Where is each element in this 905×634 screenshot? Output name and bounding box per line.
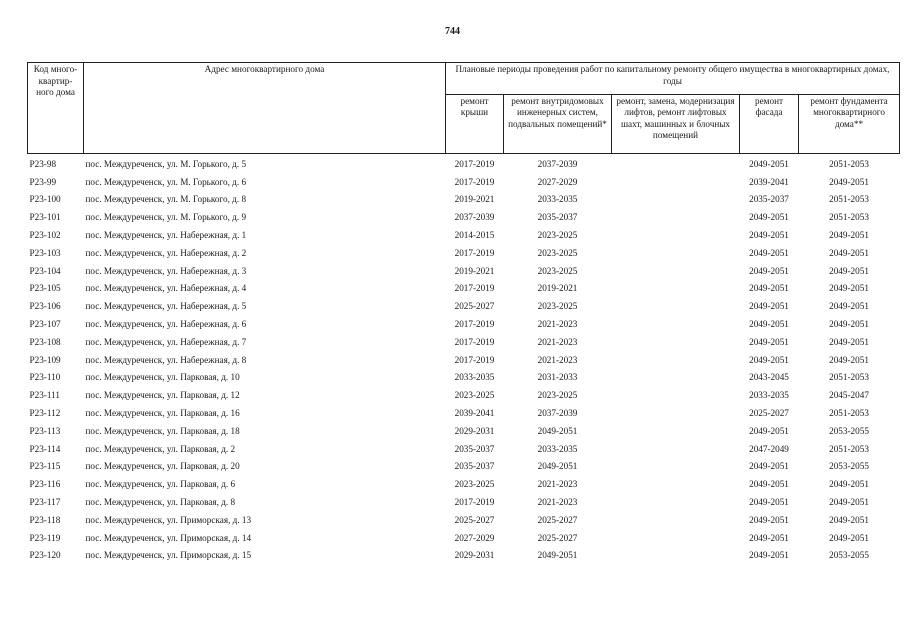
cell-code: P23-99 xyxy=(29,176,57,187)
table-row xyxy=(28,404,900,422)
cell-engineering: 2035-2037 xyxy=(537,212,578,223)
cell-address: пос. Междуреченск, ул. Парковая, д. 20 xyxy=(85,461,240,472)
header-facade: ремонт фасада xyxy=(740,94,799,153)
cell-foundation: 2049-2051 xyxy=(829,514,869,525)
cell-code: P23-113 xyxy=(29,425,61,436)
cell-address: пос. Междуреченск, ул. Парковая, д. 18 xyxy=(85,425,240,436)
table-row xyxy=(28,369,900,387)
cell-elevators xyxy=(612,440,740,458)
cell-address: пос. Междуреченск, ул. Приморская, д. 15 xyxy=(85,550,252,561)
cell-facade: 2049-2051 xyxy=(749,532,789,543)
cell-engineering: 2023-2025 xyxy=(537,265,578,276)
cell-engineering: 2021-2023 xyxy=(537,354,578,365)
cell-code: P23-120 xyxy=(29,550,61,561)
cell-code: P23-114 xyxy=(29,443,61,454)
cell-address: пос. Междуреченск, ул. Парковая, д. 16 xyxy=(85,408,240,419)
cell-code: P23-112 xyxy=(29,408,61,419)
cell-elevators xyxy=(612,262,740,280)
cell-elevators xyxy=(612,529,740,547)
cell-code: P23-119 xyxy=(29,532,61,543)
table-row xyxy=(28,315,900,333)
table-row xyxy=(28,226,900,244)
cell-engineering: 2049-2051 xyxy=(537,461,578,472)
table-row xyxy=(28,458,900,476)
header-elevators: ремонт, замена, модернизация лифтов, ремонт лифтовых шахт, машинных и блочных помещений xyxy=(612,94,740,153)
cell-elevators xyxy=(612,386,740,404)
cell-roof: 2017-2019 xyxy=(454,247,495,258)
cell-code: P23-98 xyxy=(29,158,57,169)
table-row xyxy=(28,475,900,493)
page-number: 744 xyxy=(445,26,460,37)
cell-address: пос. Междуреченск, ул. Парковая, д. 8 xyxy=(85,497,236,508)
cell-address: пос. Междуреченск, ул. Набережная, д. 3 xyxy=(85,265,247,276)
cell-elevators xyxy=(612,191,740,209)
cell-roof: 2014-2015 xyxy=(454,230,495,241)
cell-foundation: 2053-2055 xyxy=(829,461,869,472)
cell-elevators xyxy=(612,458,740,476)
cell-address: пос. Междуреченск, ул. Набережная, д. 5 xyxy=(85,301,247,312)
table-row xyxy=(28,511,900,529)
cell-address: пос. Междуреченск, ул. Парковая, д. 12 xyxy=(85,390,240,401)
table-row xyxy=(28,297,900,315)
cell-engineering: 2023-2025 xyxy=(537,247,578,258)
cell-elevators xyxy=(612,244,740,262)
cell-foundation: 2049-2051 xyxy=(829,265,869,276)
cell-address: пос. Междуреченск, ул. Парковая, д. 2 xyxy=(85,443,236,454)
cell-elevators xyxy=(612,333,740,351)
cell-roof: 2017-2019 xyxy=(454,497,495,508)
cell-engineering: 2021-2023 xyxy=(537,336,578,347)
cell-foundation: 2051-2053 xyxy=(829,443,869,454)
cell-engineering: 2023-2025 xyxy=(537,390,578,401)
cell-elevators xyxy=(612,369,740,387)
cell-roof: 2029-2031 xyxy=(454,550,495,561)
cell-roof: 2017-2019 xyxy=(454,336,495,347)
cell-facade: 2049-2051 xyxy=(749,319,789,330)
cell-engineering: 2033-2035 xyxy=(537,194,578,205)
cell-roof: 2023-2025 xyxy=(454,390,495,401)
cell-engineering: 2025-2027 xyxy=(537,532,578,543)
cell-engineering: 2027-2029 xyxy=(537,176,578,187)
cell-engineering: 2049-2051 xyxy=(537,425,578,436)
cell-roof: 2039-2041 xyxy=(454,408,495,419)
cell-foundation: 2053-2055 xyxy=(829,550,869,561)
cell-code: P23-115 xyxy=(29,461,61,472)
cell-code: P23-116 xyxy=(29,479,61,490)
cell-address: пос. Междуреченск, ул. Приморская, д. 14 xyxy=(85,532,252,543)
cell-foundation: 2049-2051 xyxy=(829,497,869,508)
cell-facade: 2049-2051 xyxy=(749,497,789,508)
cell-roof: 2025-2027 xyxy=(454,301,495,312)
cell-address: пос. Междуреченск, ул. Набережная, д. 2 xyxy=(85,247,247,258)
cell-foundation: 2051-2053 xyxy=(829,408,869,419)
cell-facade: 2049-2051 xyxy=(749,283,789,294)
cell-elevators xyxy=(612,280,740,298)
table-row xyxy=(28,351,900,369)
cell-code: P23-111 xyxy=(29,390,60,401)
cell-code: P23-109 xyxy=(29,354,61,365)
cell-foundation: 2051-2053 xyxy=(829,158,869,169)
cell-facade: 2049-2051 xyxy=(749,479,789,490)
cell-roof: 2017-2019 xyxy=(454,354,495,365)
cell-engineering: 2021-2023 xyxy=(537,497,578,508)
cell-code: P23-104 xyxy=(29,265,61,276)
cell-elevators xyxy=(612,297,740,315)
cell-address: пос. Междуреченск, ул. М. Горького, д. 8 xyxy=(85,194,247,205)
cell-elevators xyxy=(612,475,740,493)
cell-facade: 2049-2051 xyxy=(749,212,789,223)
cell-elevators xyxy=(612,493,740,511)
table-row xyxy=(28,262,900,280)
table-row xyxy=(28,547,900,565)
cell-foundation: 2049-2051 xyxy=(829,247,869,258)
cell-address: пос. Междуреченск, ул. Набережная, д. 6 xyxy=(85,319,247,330)
cell-address: пос. Междуреченск, ул. Набережная, д. 1 xyxy=(85,230,247,241)
cell-elevators xyxy=(612,226,740,244)
cell-elevators xyxy=(612,511,740,529)
cell-elevators xyxy=(612,422,740,440)
cell-address: пос. Междуреченск, ул. Набережная, д. 8 xyxy=(85,354,247,365)
cell-foundation: 2049-2051 xyxy=(829,301,869,312)
cell-roof: 2017-2019 xyxy=(454,176,495,187)
cell-code: P23-103 xyxy=(29,247,61,258)
cell-code: P23-101 xyxy=(29,212,61,223)
cell-roof: 2035-2037 xyxy=(454,443,495,454)
cell-foundation: 2049-2051 xyxy=(829,479,869,490)
cell-foundation: 2045-2047 xyxy=(829,390,869,401)
cell-facade: 2049-2051 xyxy=(749,247,789,258)
cell-address: пос. Междуреченск, ул. Парковая, д. 6 xyxy=(85,479,236,490)
cell-engineering: 2023-2025 xyxy=(537,301,578,312)
cell-facade: 2049-2051 xyxy=(749,230,789,241)
cell-foundation: 2051-2053 xyxy=(829,212,869,223)
cell-engineering: 2033-2035 xyxy=(537,443,578,454)
cell-code: P23-107 xyxy=(29,319,61,330)
cell-roof: 2017-2019 xyxy=(454,158,495,169)
header-roof: ремонт крыши xyxy=(446,94,504,153)
cell-elevators xyxy=(612,404,740,422)
cell-engineering: 2023-2025 xyxy=(537,230,578,241)
cell-foundation: 2051-2053 xyxy=(829,194,869,205)
cell-facade: 2033-2035 xyxy=(749,390,789,401)
table-row xyxy=(28,529,900,547)
cell-engineering: 2019-2021 xyxy=(537,283,578,294)
cell-facade: 2035-2037 xyxy=(749,194,789,205)
cell-address: пос. Междуреченск, ул. Набережная, д. 7 xyxy=(85,336,247,347)
cell-address: пос. Междуреченск, ул. Приморская, д. 13 xyxy=(85,514,252,525)
cell-engineering: 2021-2023 xyxy=(537,479,578,490)
cell-foundation: 2049-2051 xyxy=(829,230,869,241)
cell-elevators xyxy=(612,351,740,369)
header-foundation: ремонт фундамента многоквартирного дома** xyxy=(799,94,900,153)
cell-facade: 2049-2051 xyxy=(749,514,789,525)
cell-foundation: 2049-2051 xyxy=(829,319,869,330)
repair-schedule-table xyxy=(27,62,900,564)
table-row xyxy=(28,493,900,511)
cell-code: P23-102 xyxy=(29,230,61,241)
cell-elevators xyxy=(612,154,740,173)
cell-roof: 2027-2029 xyxy=(454,532,495,543)
cell-engineering: 2021-2023 xyxy=(537,319,578,330)
header-code: Код много-квартир-ного дома xyxy=(28,63,84,154)
cell-foundation: 2049-2051 xyxy=(829,176,869,187)
table-row xyxy=(28,191,900,209)
cell-engineering: 2025-2027 xyxy=(537,514,578,525)
cell-facade: 2025-2027 xyxy=(749,408,789,419)
cell-roof: 2023-2025 xyxy=(454,479,495,490)
cell-facade: 2039-2041 xyxy=(749,176,789,187)
cell-foundation: 2049-2051 xyxy=(829,354,869,365)
cell-engineering: 2031-2033 xyxy=(537,372,578,383)
table-row xyxy=(28,386,900,404)
cell-elevators xyxy=(612,315,740,333)
cell-foundation: 2049-2051 xyxy=(829,532,869,543)
cell-engineering: 2049-2051 xyxy=(537,550,578,561)
cell-roof: 2035-2037 xyxy=(454,461,495,472)
table-row xyxy=(28,333,900,351)
cell-roof: 2029-2031 xyxy=(454,425,495,436)
cell-elevators xyxy=(612,208,740,226)
cell-code: P23-105 xyxy=(29,283,61,294)
cell-facade: 2049-2051 xyxy=(749,550,789,561)
cell-facade: 2049-2051 xyxy=(749,158,789,169)
cell-roof: 2017-2019 xyxy=(454,319,495,330)
cell-engineering: 2037-2039 xyxy=(537,158,578,169)
cell-facade: 2043-2045 xyxy=(749,372,789,383)
cell-address: пос. Междуреченск, ул. М. Горького, д. 9 xyxy=(85,212,247,223)
cell-foundation: 2049-2051 xyxy=(829,336,869,347)
cell-foundation: 2053-2055 xyxy=(829,425,869,436)
cell-address: пос. Междуреченск, ул. М. Горького, д. 5 xyxy=(85,158,247,169)
header-periods: Плановые периоды проведения работ по капитальному ремонту общего имущества в многоквартирных домах, годы xyxy=(446,63,900,95)
cell-code: P23-100 xyxy=(29,194,61,205)
cell-roof: 2037-2039 xyxy=(454,212,495,223)
cell-foundation: 2049-2051 xyxy=(829,283,869,294)
table-row xyxy=(28,440,900,458)
table-row xyxy=(28,208,900,226)
cell-code: P23-108 xyxy=(29,336,61,347)
cell-foundation: 2051-2053 xyxy=(829,372,869,383)
cell-code: P23-110 xyxy=(29,372,61,383)
table-row xyxy=(28,154,900,173)
cell-facade: 2049-2051 xyxy=(749,425,789,436)
cell-elevators xyxy=(612,547,740,565)
cell-address: пос. Междуреченск, ул. Парковая, д. 10 xyxy=(85,372,240,383)
cell-roof: 2025-2027 xyxy=(454,514,495,525)
cell-elevators xyxy=(612,173,740,191)
cell-engineering: 2037-2039 xyxy=(537,408,578,419)
cell-facade: 2049-2051 xyxy=(749,265,789,276)
cell-roof: 2019-2021 xyxy=(454,194,495,205)
cell-address: пос. Междуреченск, ул. Набережная, д. 4 xyxy=(85,283,247,294)
cell-roof: 2019-2021 xyxy=(454,265,495,276)
header-engineering: ремонт внутридомовых инженерных систем, подвальных помещений* xyxy=(504,94,612,153)
cell-facade: 2049-2051 xyxy=(749,301,789,312)
cell-facade: 2049-2051 xyxy=(749,336,789,347)
cell-code: P23-117 xyxy=(29,497,61,508)
table-row xyxy=(28,173,900,191)
table-row xyxy=(28,422,900,440)
table-row xyxy=(28,244,900,262)
cell-roof: 2017-2019 xyxy=(454,283,495,294)
cell-facade: 2047-2049 xyxy=(749,443,789,454)
cell-roof: 2033-2035 xyxy=(454,372,495,383)
cell-code: P23-106 xyxy=(29,301,61,312)
header-address: Адрес многоквартирного дома xyxy=(84,63,446,154)
table-row xyxy=(28,280,900,298)
cell-address: пос. Междуреченск, ул. М. Горького, д. 6 xyxy=(85,176,247,187)
cell-facade: 2049-2051 xyxy=(749,354,789,365)
cell-code: P23-118 xyxy=(29,514,61,525)
cell-facade: 2049-2051 xyxy=(749,461,789,472)
